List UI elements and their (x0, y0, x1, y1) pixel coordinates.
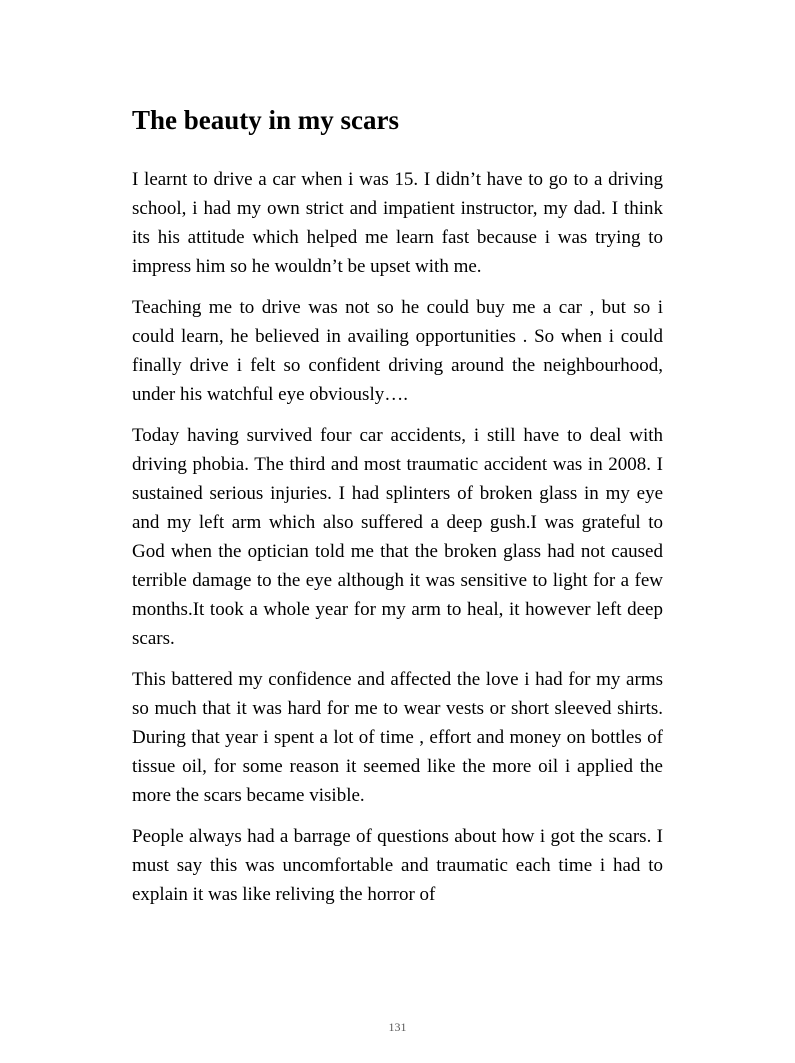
body-paragraph: I learnt to drive a car when i was 15. I didn’t have to go to a driving school, i had my own strict and impatient instructor, my dad. I think its his attitude which helped me learn fast because i was trying to impress him so he wouldn’t be upset with me. (132, 169, 663, 277)
body-paragraph: Today having survived four car accidents, i still have to deal with driving phobia. The third and most traumatic accident was in 2008. I sustained serious injuries. I had splinters of broken glass in my eye and my left arm which also suffered a deep gush.I was grateful to God when the optician told me that the broken glass had not caused terrible damage to the eye although it was sensitive to light for a few months.It took a whole year for my arm to heal, it however left deep scars. (132, 425, 663, 649)
body-paragraph: Teaching me to drive was not so he could buy me a car , but so i could learn, he believed in availing opportunities . So when i could finally drive i felt so confident driving around the neighbourhood, under his watchful eye obviously…. (132, 297, 663, 405)
page-number: 131 (388, 1020, 407, 1034)
page-title: The beauty in my scars (132, 105, 400, 135)
body-paragraph: People always had a barrage of questions about how i got the scars. I must say this was uncomfortable and traumatic each time i had to explain it was like reliving the horror of (132, 826, 663, 905)
body-paragraph: This battered my confidence and affected the love i had for my arms so much that it was hard for me to wear vests or short sleeved shirts. During that year i spent a lot of time , effort and money on bottles of tissue oil, for some reason it seemed like the more oil i applied the more the scars became visible. (132, 669, 663, 806)
